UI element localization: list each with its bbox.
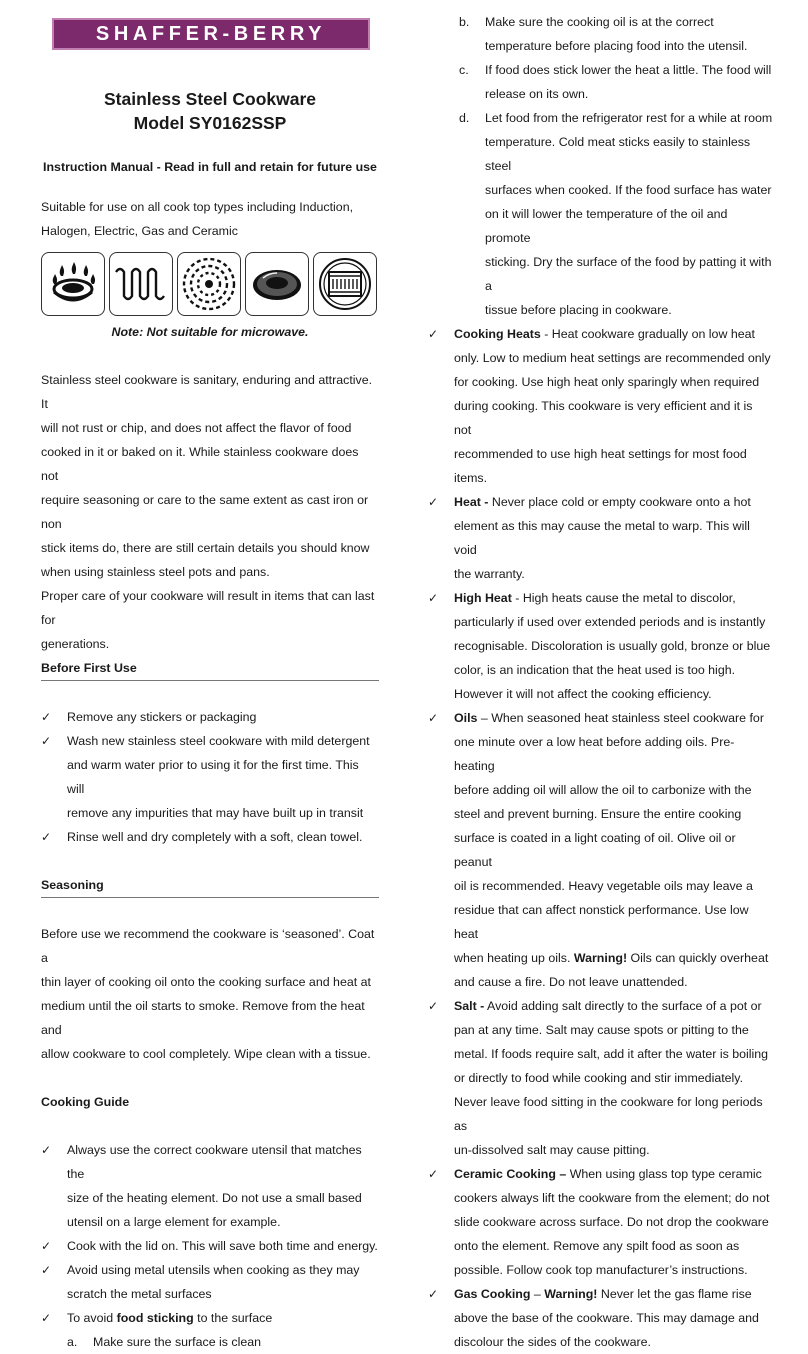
item-line [454, 1282, 773, 1306]
text-run: To avoid [67, 1311, 117, 1325]
title-line: Stainless Steel Cookware [103, 89, 317, 109]
checkmark-icon: ✓ [428, 1287, 439, 1301]
item-line: one minute over a low heat before adding oils. Pre-heating [454, 735, 735, 773]
suitable-text [41, 195, 379, 243]
item-line: cookers always lift the cookware from the element; do not [454, 1191, 770, 1205]
item-line: However it will not affect the cooking efficiency. [454, 687, 712, 701]
item-line: Make sure the cooking oil is at the correct [485, 15, 714, 29]
document-title [41, 87, 379, 135]
tip-label: Gas Cooking [454, 1287, 531, 1301]
item-line: surface is coated in a light coating of oil. Olive oil or peanut [454, 831, 736, 869]
sub-letter: b. [459, 15, 470, 29]
list-item [41, 1306, 379, 1330]
text-run: - High heats cause the metal to discolor, [511, 591, 736, 605]
tip-label: Salt - [454, 999, 485, 1013]
item-line: metal. If foods require salt, add it after the water is boiling [454, 1047, 769, 1061]
checkmark-icon: ✓ [428, 591, 439, 605]
left-column [41, 18, 379, 1354]
checkmark-icon: ✓ [41, 734, 52, 748]
item-line: slide cookware across surface. Do not drop the cookware [454, 1215, 769, 1229]
item-line: steel and prevent burning. Ensure the entire cooking [454, 807, 742, 821]
item-line: recommended to use high heat settings for most food [454, 447, 747, 461]
sub-item [41, 1330, 379, 1354]
list-item [41, 705, 379, 729]
checkmark-icon: ✓ [41, 1143, 52, 1157]
tip-salt [428, 994, 773, 1162]
warning-text: Warning! [573, 951, 628, 965]
intro-line: require seasoning or care to the same extent as cast iron or non [41, 493, 369, 531]
item-line: before adding oil will allow the oil to carbonize with the [454, 783, 752, 797]
intro-line: Stainless steel cookware is sanitary, enduring and attractive. It [41, 373, 373, 411]
list-item [41, 729, 379, 825]
seasoning-line: Before use we recommend the cookware is ‘seasoned’. Coat a [41, 927, 375, 965]
item-line: Always use the correct cookware utensil that matches the [67, 1143, 362, 1181]
item-line: If food does stick lower the heat a little. The food will [485, 63, 772, 77]
item-line [454, 490, 773, 514]
item-line: size of the heating element. Do not use a small based [67, 1191, 362, 1205]
cooking-guide-heading: Cooking Guide [41, 1095, 130, 1109]
item-line: element as this may cause the metal to warp. This will void [454, 519, 750, 557]
text-run: Avoid adding salt directly to the surface of a pot or [484, 999, 762, 1013]
item-line: Let food from the refrigerator rest for a while at room [485, 111, 773, 125]
item-line: Never leave food sitting in the cookware for long periods as [454, 1095, 763, 1133]
item-line: particularly if used over extended periods and is instantly [454, 615, 766, 629]
before-first-use-list [41, 705, 379, 849]
item-line: un-dissolved salt may cause pitting. [454, 1143, 650, 1157]
sub-letter: a. [67, 1335, 78, 1349]
item-line: residue that can affect nonstick performance. Use low heat [454, 903, 749, 941]
text-run: Never place cold or empty cookware onto a hot [488, 495, 751, 509]
item-line [454, 706, 773, 730]
text-run: - Heat cookware gradually on low heat [540, 327, 755, 341]
item-line: only. Low to medium heat settings are recommended only [454, 351, 771, 365]
item-line [67, 1306, 379, 1330]
checkmark-icon: ✓ [428, 495, 439, 509]
halogen-element-icon [313, 252, 377, 316]
suitable-line: Suitable for use on all cook top types including Induction, [41, 200, 354, 214]
item-line: color, is an indication that the heat used is too high. [454, 663, 736, 677]
intro-line: stick items do, there are still certain details you should know [41, 541, 370, 555]
item-line: Avoid using metal utensils when cooking as they may [67, 1263, 360, 1277]
gas-burner-icon [41, 252, 105, 316]
brand-logo: SHAFFER-BERRY [52, 18, 370, 50]
tip-oils [428, 706, 773, 994]
sub-item [428, 58, 773, 106]
tip-gas-cooking [428, 1282, 773, 1354]
item-line: Wash new stainless steel cookware with mild detergent [67, 734, 370, 748]
tip-label: Ceramic Cooking – [454, 1167, 567, 1181]
item-line: remove any impurities that may have built up in transit [67, 806, 364, 820]
sub-letter: d. [459, 111, 470, 125]
microwave-note: Note: Not suitable for microwave. [111, 325, 309, 339]
checkmark-icon: ✓ [428, 1167, 439, 1181]
seasoning-line: allow cookware to cool completely. Wipe clean with a tissue. [41, 1047, 371, 1061]
item-line: temperature. Cold meat sticks easily to stainless steel [485, 135, 751, 173]
item-line: temperature before placing food into the utensil. [485, 39, 748, 53]
electric-coil-icon [109, 252, 173, 316]
tip-heat [428, 490, 773, 586]
intro-paragraph [41, 368, 379, 656]
item-line: oil is recommended. Heavy vegetable oils may leave a [454, 879, 753, 893]
model-line: Model SY0162SSP [133, 113, 287, 133]
intro-line: generations. [41, 637, 110, 651]
item-line: surfaces when cooked. If the food surface has water [485, 183, 772, 197]
text-run: – When seasoned heat stainless steel cookware for [477, 711, 764, 725]
item-line: discolour the sides of the cookware. [454, 1335, 651, 1349]
item-line: utensil on a large element for example. [67, 1215, 281, 1229]
tip-high-heat [428, 586, 773, 706]
checkmark-icon: ✓ [41, 1239, 52, 1253]
tip-label: Cooking Heats [454, 327, 541, 341]
bold-text: food sticking [116, 1311, 194, 1325]
item-line: scratch the metal surfaces [67, 1287, 212, 1301]
list-item [41, 1258, 379, 1306]
intro-line: when using stainless steel pots and pans. [41, 565, 270, 579]
seasoning-line: medium until the oil starts to smoke. Remove from the heat and [41, 999, 365, 1037]
intro-line: will not rust or chip, and does not affect the flavor of food [41, 421, 352, 435]
item-line: possible. Follow cook top manufacturer’s instructions. [454, 1263, 748, 1277]
tip-label: Oils [454, 711, 478, 725]
suitable-line: Halogen, Electric, Gas and Ceramic [41, 224, 238, 238]
checkmark-icon: ✓ [428, 327, 439, 341]
text-run: when heating up oils. [454, 951, 574, 965]
checkmark-icon: ✓ [41, 710, 52, 724]
item-line [454, 994, 773, 1018]
item-line: tissue before placing in cookware. [485, 303, 672, 317]
text-run: Never let the gas flame rise [597, 1287, 752, 1301]
item-line [454, 586, 773, 610]
ceramic-hob-icon [245, 252, 309, 316]
item-line: during cooking. This cookware is very efficient and it is not [454, 399, 753, 437]
item-line: on it will lower the temperature of the oil and promote [485, 207, 728, 245]
item-line [454, 946, 773, 970]
seasoning-line: thin layer of cooking oil onto the cooking surface and heat at [41, 975, 371, 989]
checkmark-icon: ✓ [428, 999, 439, 1013]
tip-label: High Heat [454, 591, 512, 605]
item-line: pan at any time. Salt may cause spots or pitting to the [454, 1023, 749, 1037]
seasoning-paragraph [41, 922, 379, 1066]
before-first-use-heading: Before First Use [41, 656, 379, 681]
item-line: and cause a fire. Do not leave unattended. [454, 975, 688, 989]
item-line [454, 1162, 773, 1186]
sub-letter: c. [459, 63, 469, 77]
item-line: and warm water prior to using it for the first time. This will [67, 758, 359, 796]
item-line [454, 322, 773, 346]
text-run: Oils can quickly overheat [627, 951, 769, 965]
checkmark-icon: ✓ [41, 1311, 52, 1325]
item-line: above the base of the cookware. This may damage and [454, 1311, 759, 1325]
cooking-tips-list [428, 322, 773, 1354]
checkmark-icon: ✓ [428, 711, 439, 725]
item-line: release on its own. [485, 87, 589, 101]
checkmark-icon: ✓ [41, 830, 52, 844]
sticking-sublist [41, 1330, 379, 1354]
tip-label: Heat - [454, 495, 489, 509]
list-item [41, 1138, 379, 1234]
item-line: the warranty. [454, 567, 525, 581]
seasoning-heading: Seasoning [41, 873, 379, 898]
text-run: to the surface [193, 1311, 273, 1325]
item-line: onto the element. Remove any spilt food as soon as [454, 1239, 740, 1253]
item-line: or directly to food while cooking and stir immediately. [454, 1071, 744, 1085]
intro-line: cooked in it or baked on it. While stainless cookware does not [41, 445, 359, 483]
item-line: Remove any stickers or packaging [67, 710, 257, 724]
list-item [41, 825, 379, 849]
sub-item [428, 10, 773, 58]
item-line: recognisable. Discoloration is usually gold, bronze or blue [454, 639, 771, 653]
tip-ceramic-cooking [428, 1162, 773, 1282]
list-item [41, 1234, 379, 1258]
checkmark-icon: ✓ [41, 1263, 52, 1277]
induction-plate-icon [177, 252, 241, 316]
manual-note: Instruction Manual - Read in full and retain for future use [43, 160, 377, 174]
sticking-sublist-continued [428, 10, 773, 322]
text-run: When using glass top type ceramic [566, 1167, 762, 1181]
item-line: items. [454, 471, 488, 485]
cooktop-icons [41, 252, 377, 318]
tip-cooking-heats [428, 322, 773, 490]
item-line: Rinse well and dry completely with a soft, clean towel. [67, 830, 363, 844]
warning-text: Warning! [544, 1287, 598, 1301]
item-line: sticking. Dry the surface of the food by patting it with a [485, 255, 772, 293]
sub-item [428, 106, 773, 322]
right-column [428, 10, 773, 1354]
item-line: Cook with the lid on. This will save both time and energy. [67, 1239, 378, 1253]
cooking-guide-list [41, 1138, 379, 1330]
item-line: Make sure the surface is clean [93, 1335, 262, 1349]
text-run: – [530, 1287, 545, 1301]
intro-line: Proper care of your cookware will result in items that can last for [41, 589, 375, 627]
item-line: for cooking. Use high heat only sparingly when required [454, 375, 760, 389]
